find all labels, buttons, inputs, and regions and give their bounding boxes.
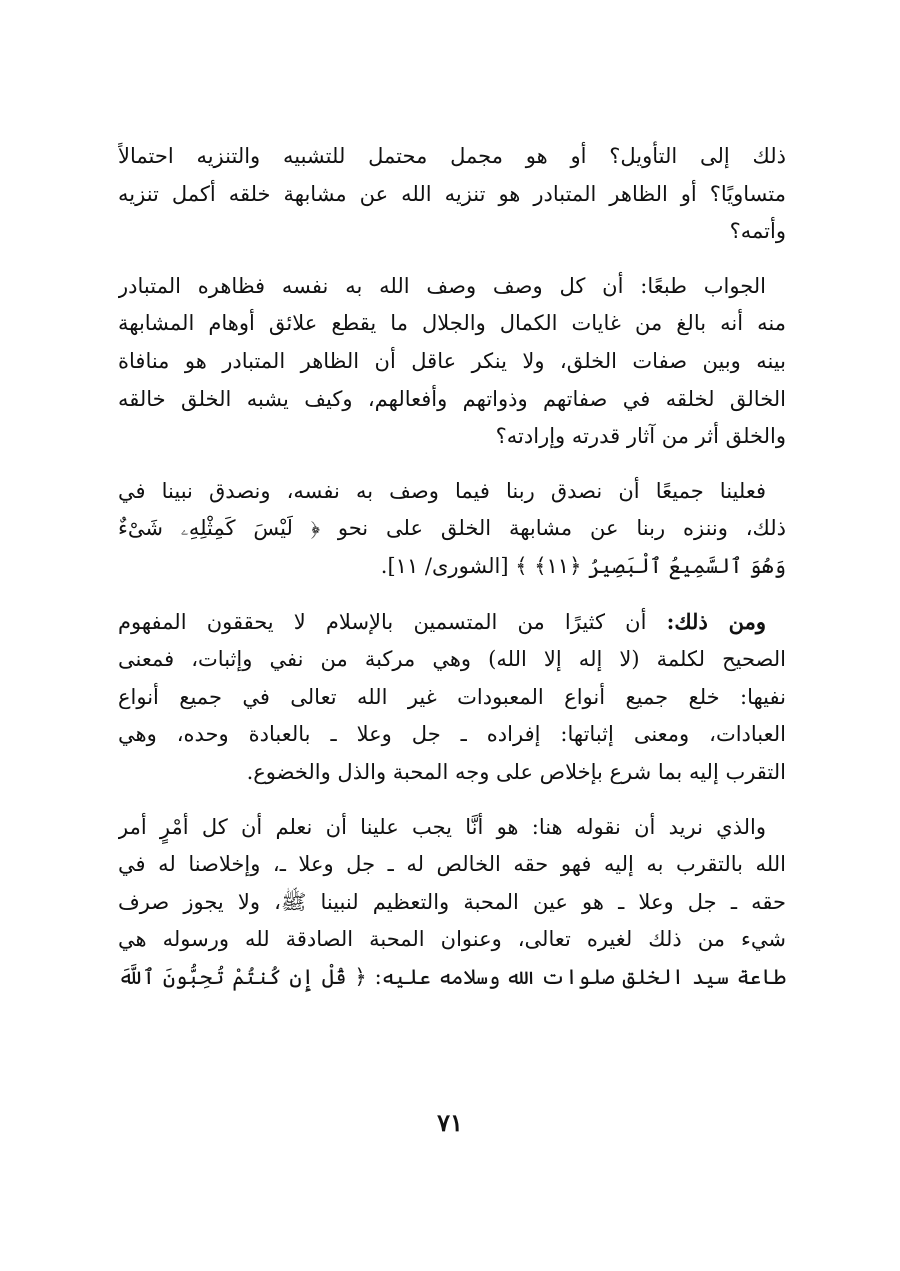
text-line: التقرب إليه بما شرع بإخلاص على وجه المحبة والذل والخضوع. [246, 759, 786, 784]
text-line: وأتمه؟ [729, 219, 786, 244]
text-line: والخلق أثر من آثار قدرته وإرادته؟ [495, 424, 786, 449]
text-run: أن كثيرًا من المتسمين بالإسلام لا يحققون المفهوم [118, 609, 667, 634]
paragraph-1 [118, 138, 786, 251]
page-body [118, 138, 786, 1013]
paragraph-lead: ومن ذلك: [666, 608, 766, 634]
paragraph-4 [118, 603, 786, 792]
text-line: الصحيح لكلمة (لا إله إلا الله) وهي مركبة من نفي وإثبات، فمعنى [118, 647, 786, 672]
paragraph-3 [118, 473, 786, 586]
quran-verse-line: وَهُوَ ٱلسَّمِيعُ ٱلْبَصِيرُ ﴿١١﴾ ﴾ [الشورى/ ١١]. [380, 553, 786, 578]
text-line: طاعة سيد الخلق صلوات الله وسلامه عليه: ﴿ قُلْ إِن كُنتُمْ تُحِبُّونَ ٱللَّهَ [118, 964, 786, 989]
text-line: شيء من ذلك لغيره تعالى، وعنوان المحبة الصادقة لله ورسوله هي [118, 927, 786, 952]
text-line: بينه وبين صفات الخلق، ولا ينكر عاقل أن الظاهر المتبادر هو منافاة [118, 348, 786, 373]
text-line: والذي نريد أن نقوله هنا: هو أنَّا يجب علينا أن نعلم أن كل أمْرٍ أمر [118, 814, 766, 839]
text-line [118, 603, 786, 642]
text-line: حقه ـ جل وعلا ـ هو عين المحبة والتعظيم لنبينا ﷺ، ولا يجوز صرف [118, 889, 786, 914]
text-line: نفيها: خلع جميع أنواع المعبودات غير الله تعالى في جميع أنواع [118, 684, 786, 709]
page-number: ٧١ [437, 1108, 463, 1137]
text-line: الخالق لخلقه في صفاتهم وذواتهم وأفعالهم، وكيف يشبه الخلق خالقه [118, 386, 786, 411]
text-line: منه أنه بالغ من غايات الكمال والجلال ما يقطع علائق أوهام المشابهة [118, 311, 786, 336]
text-line: ذلك إلى التأويل؟ أو هو مجمل محتمل للتشبيه والتنزيه احتمالاً [118, 144, 786, 168]
text-line: فعلينا جميعًا أن نصدق ربنا فيما وصف به نفسه، ونصدق نبينا في [118, 478, 766, 503]
paragraph-5 [118, 809, 786, 997]
text-line: متساويًا؟ أو الظاهر المتبادر هو تنزيه الله عن مشابهة خلقه أكمل تنزيه [118, 181, 786, 206]
text-line: العبادات، ومعنى إثباتها: إفراده ـ جل وعلا ـ بالعبادة وحده، وهي [118, 722, 786, 747]
text-line: ذلك، وننزه ربنا عن مشابهة الخلق على نحو ﴿ لَيْسَ كَمِثْلِهِۦ شَىْءٌ [118, 516, 786, 541]
text-line: الله بالتقرب به إليه فهو حقه الخالص له ـ جل وعلا ـ، وإخلاصنا له في [118, 852, 786, 877]
text-line: الجواب طبعًا: أن كل وصف وصف الله به نفسه فظاهره المتبادر [118, 273, 766, 298]
paragraph-2 [118, 268, 786, 456]
